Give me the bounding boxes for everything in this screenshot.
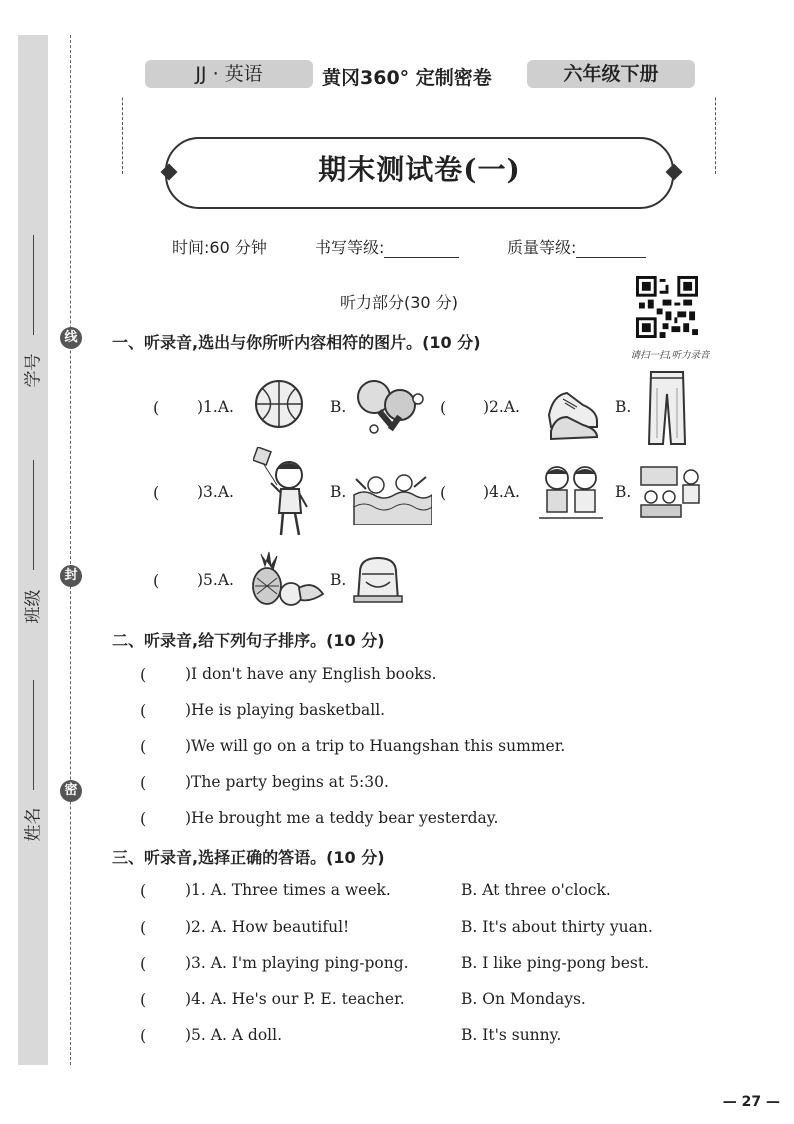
s3-q3-a: )3. A. I'm playing ping-pong. [185, 954, 409, 972]
s2-sentence-2: )He is playing basketball. [185, 701, 386, 719]
item5-label: )5.A. [197, 571, 234, 589]
s2-sentence-4: )The party begins at 5:30. [185, 773, 389, 791]
writing-grade [315, 235, 459, 258]
grade-pill: 六年级下册 [527, 60, 695, 88]
item1-b-label: B. [330, 398, 347, 416]
s3-q4-a: )4. A. He's our P. E. teacher. [185, 990, 405, 1008]
item2-b-label: B. [615, 398, 632, 416]
item3-b-label: B. [330, 483, 347, 501]
item4-b-label: B. [615, 483, 632, 501]
s2-paren-3[interactable]: ( [140, 737, 147, 756]
s3-q2-b: B. It's about thirty yuan. [461, 918, 653, 936]
quality-grade [507, 235, 646, 258]
seal-mi: 密 [60, 780, 82, 802]
s3-paren-3[interactable]: ( [140, 954, 147, 973]
student-id-label: 学号 [23, 353, 44, 388]
cut-line [70, 35, 71, 1065]
quality-grade-label: 质量等级: [507, 238, 577, 257]
qr-caption: 请扫一扫,听力录音 [630, 350, 710, 361]
listening-heading: 听力部分(30 分) [340, 293, 458, 312]
s3-paren-4[interactable]: ( [140, 990, 147, 1009]
s3-q1-b: B. At three o'clock. [461, 881, 611, 899]
series-title: 黄冈360° 定制密卷 [322, 67, 492, 89]
answer-paren-5[interactable]: ( [153, 571, 160, 590]
class-label: 班级 [23, 589, 44, 624]
answer-paren-3[interactable]: ( [153, 483, 160, 502]
trousers-icon[interactable] [645, 368, 689, 446]
s3-q4-b: B. On Mondays. [461, 990, 586, 1008]
name-line [33, 680, 34, 790]
seal-xian: 线 [60, 327, 82, 349]
ping-pong-paddles-icon[interactable] [352, 375, 427, 435]
qr-code-icon[interactable] [636, 276, 698, 338]
page-number: — 27 — [722, 1094, 780, 1110]
seal-feng: 封 [60, 565, 82, 587]
answer-paren-1[interactable]: ( [153, 398, 160, 417]
s2-paren-2[interactable]: ( [140, 701, 147, 720]
s3-paren-1[interactable]: ( [140, 881, 147, 900]
item3-label: )3.A. [197, 483, 234, 501]
writing-grade-label: 书写等级: [315, 238, 385, 257]
s2-sentence-5: )He brought me a teddy bear yesterday. [185, 809, 499, 827]
exam-time: 时间:60 分钟 [172, 238, 267, 257]
basketball-icon[interactable] [253, 378, 305, 430]
item2-label: )2.A. [483, 398, 520, 416]
s2-paren-4[interactable]: ( [140, 773, 147, 792]
s2-sentence-3: )We will go on a trip to Huangshan this summer. [185, 737, 566, 755]
student-id-line [33, 235, 34, 335]
section2-heading: 二、听录音,给下列句子排序。(10 分) [112, 631, 385, 650]
s3-paren-5[interactable]: ( [140, 1026, 147, 1045]
quality-grade-blank[interactable] [576, 241, 646, 258]
s3-q3-b: B. I like ping-pong best. [461, 954, 650, 972]
children-playing-icon[interactable] [537, 462, 605, 520]
fruits-icon[interactable] [245, 550, 325, 608]
writing-grade-blank[interactable] [384, 241, 459, 258]
answer-paren-4[interactable]: ( [440, 483, 447, 502]
item4-label: )4.A. [483, 483, 520, 501]
item1-label: )1.A. [197, 398, 234, 416]
s2-sentence-1: )I don't have any English books. [185, 665, 437, 683]
s3-q1-a: )1. A. Three times a week. [185, 881, 391, 899]
s2-paren-1[interactable]: ( [140, 665, 147, 684]
class-line [33, 460, 34, 570]
girl-kite-icon[interactable] [253, 447, 313, 539]
section1-heading: 一、听录音,选出与你所听内容相符的图片。(10 分) [112, 333, 481, 352]
s3-q5-b: B. It's sunny. [461, 1026, 562, 1044]
subject-pill: JJ · 英语 [145, 60, 313, 88]
bag-icon[interactable] [352, 552, 406, 606]
section3-heading: 三、听录音,选择正确的答语。(10 分) [112, 848, 385, 867]
swimming-icon[interactable] [352, 465, 432, 525]
s2-paren-5[interactable]: ( [140, 809, 147, 828]
s3-q2-a: )2. A. How beautiful! [185, 918, 350, 936]
classroom-icon[interactable] [637, 463, 709, 521]
s3-paren-2[interactable]: ( [140, 918, 147, 937]
page-title: 期末测试卷(一) [318, 153, 521, 186]
shoes-icon[interactable] [543, 375, 603, 443]
answer-paren-2[interactable]: ( [440, 398, 447, 417]
item5-b-label: B. [330, 571, 347, 589]
name-label: 姓名 [23, 807, 44, 842]
s3-q5-a: )5. A. A doll. [185, 1026, 283, 1044]
